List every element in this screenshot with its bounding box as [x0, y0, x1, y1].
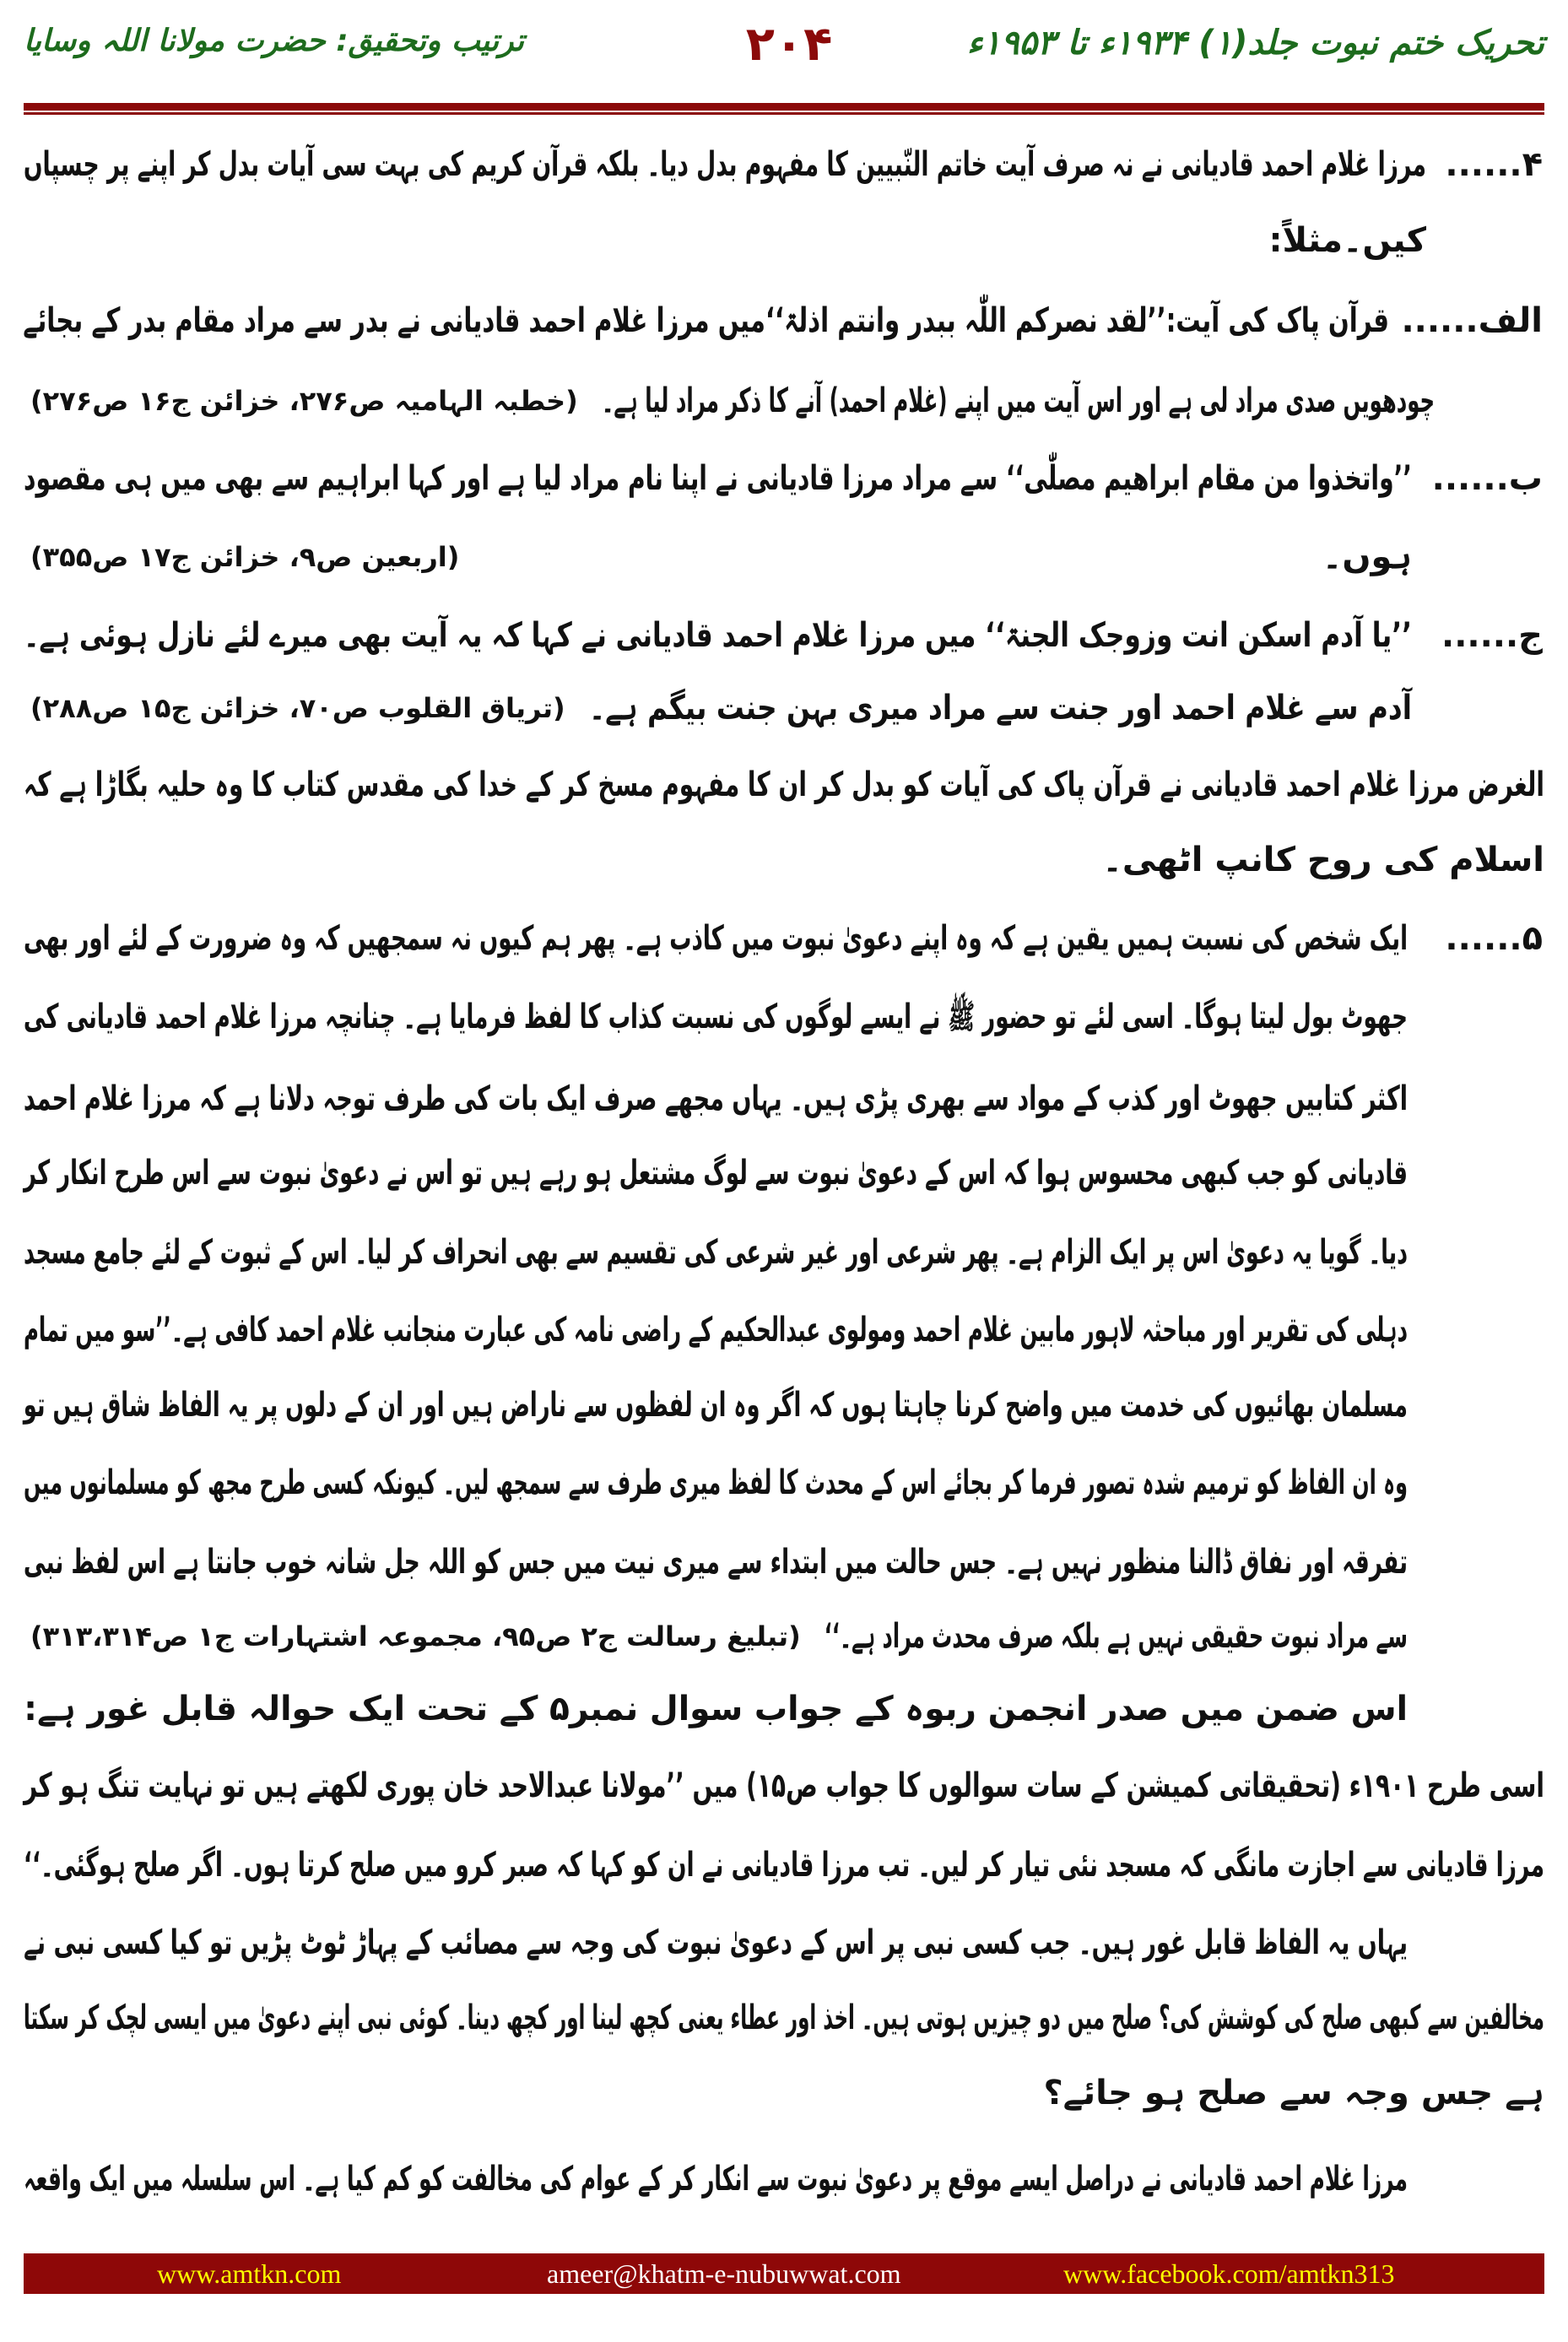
text-line: وہ ان الفاظ کو ترمیم شدہ تصور فرما کر بجائے اس کے محدث کا لفظ میری طرف سے سمجھ لیں۔ کیونکہ کسی طرح مجھ کو مسلمانوں میں — [24, 1463, 1408, 1502]
footer-band — [24, 2253, 1544, 2294]
text-line: مرزا غلام احمد قادیانی نے دراصل ایسے موقع پر دعویٰ نبوت سے انکار کر کے عوام کی مخالفت کو کم کیا ہے۔ اس سلسلہ میں ایک واقعہ — [24, 2160, 1408, 2199]
text-line: ہے جس وجہ سے صلح ہو جائے؟ — [1043, 2074, 1544, 2112]
text-line: قرآن پاک کی آیت:’’لقد نصرکم اللّٰہ ببدر وانتم اذلۃ‘‘میں مرزا غلام احمد قادیانی نے بدر سے مراد مقام بدر کے بجائے — [23, 301, 1390, 340]
text-line: دیا۔ گویا یہ دعویٰ اس پر ایک الزام ہے۔ پھر شرعی اور غیر شرعی کی تقسیم سے بھی انحراف کر لیا۔ اس کے ثبوت کے لئے جامع مسجد — [24, 1233, 1408, 1272]
text-line: ’’واتخذوا من مقام ابراھیم مصلّٰی‘‘ سے مراد مرزا قادیانی نے اپنا نام مراد لیا ہے اور کہا ابراہیم سے بھی میں ہی مقصود — [24, 459, 1412, 498]
text-line: آدم سے غلام احمد اور جنت سے مراد میری بہن جنت بیگم ہے۔ — [588, 689, 1412, 727]
text-line: مرزا قادیانی سے اجازت مانگی کہ مسجد نئی تیار کر لیں۔ تب مرزا قادیانی نے ان کو کہا کہ صبر کرو میں صلح کرتا ہوں۔ اگر صلح ہوگئی۔‘‘ — [23, 1846, 1544, 1885]
website-link[interactable]: www.amtkn.com — [157, 2258, 342, 2289]
text-line: سے مراد نبوت حقیقی نہیں ہے بلکہ صرف محدث مراد ہے۔‘‘ — [824, 1617, 1408, 1656]
citation: (تریاق القلوب ص۷۰، خزائن ج۱۵ ص۲۸۸) — [30, 692, 565, 724]
compiler-credit: ترتیب وتحقیق: حضرت مولانا اللہ وسایا — [24, 24, 525, 58]
item-marker: ب...... — [1431, 459, 1543, 498]
item-marker: ج...... — [1441, 616, 1543, 655]
item-marker: ۴...... — [1445, 145, 1543, 184]
item-marker: الف...... — [1401, 301, 1543, 340]
text-line: دہلی کی تقریر اور مباحثہ لاہور مابین غلام احمد ومولوی عبدالحکیم کے راضی نامہ کی عبارت منجانب غلام احمد کافی ہے۔’’سو میں تمام — [23, 1311, 1408, 1349]
page-number: ۲۰۴ — [745, 17, 833, 72]
citation: (تبلیغ رسالت ج۲ ص۹۵، مجموعہ اشتہارات ج۱ ص۳۱۳،۳۱۴) — [30, 1620, 801, 1652]
text-line: ’’یا آدم اسکن انت وزوجک الجنۃ‘‘ میں مرزا غلام احمد قادیانی نے کہا کہ یہ آیت بھی میرے لئے نازل ہوئی ہے۔ — [24, 616, 1413, 655]
email-link[interactable]: ameer@khatm-e-nubuwwat.com — [547, 2258, 901, 2289]
header-rule-thick — [24, 103, 1544, 111]
citation: (خطبہ الہامیہ ص۲۷۶، خزائن ج۱۶ ص۲۷۶) — [30, 385, 578, 417]
text-line: چودھویں صدی مراد لی ہے اور اس آیت میں اپنے (غلام احمد) آنے کا ذکر مراد لیا ہے۔ — [601, 381, 1435, 420]
facebook-link[interactable]: www.facebook.com/amtkn313 — [1063, 2258, 1395, 2289]
text-line: مخالفین سے کبھی صلح کی کوشش کی؟ صلح میں دو چیزیں ہوتی ہیں۔ اخذ اور عطاء یعنی کچھ لینا اور کچھ دینا۔ کوئی نبی اپنے دعویٰ میں ایسی لچک کر سکتا — [23, 1999, 1544, 2037]
book-title: تحریک ختم نبوت جلد(۱) ۱۹۳۴ء تا ۱۹۵۳ء — [966, 24, 1544, 62]
text-line: اسلام کی روح کانپ اٹھی۔ — [1102, 841, 1544, 879]
item-marker: ۵...... — [1445, 919, 1543, 958]
text-line: یہاں یہ الفاظ قابل غور ہیں۔ جب کسی نبی پر اس کے دعویٰ نبوت کی وجہ سے مصائب کے پہاڑ ٹوٹ پڑیں تو کیا کسی نبی نے — [24, 1923, 1408, 1962]
text-line: قادیانی کو جب کبھی محسوس ہوا کہ اس کے دعویٰ نبوت سے لوگ مشتعل ہو رہے ہیں تو اس نے دعویٰ نبوت سے اس طرح انکار کر — [24, 1154, 1408, 1193]
text-line: الغرض مرزا غلام احمد قادیانی نے قرآن پاک کی آیات کو بدل کر ان کا مفہوم مسخ کر کے خدا کی مقدس کتاب کا وہ حلیہ بگاڑا ہے کہ — [23, 765, 1544, 804]
citation: (اربعین ص۹، خزائن ج۱۷ ص۳۵۵) — [30, 541, 460, 573]
text-line: ایک شخص کی نسبت ہمیں یقین ہے کہ وہ اپنے دعویٰ نبوت میں کاذب ہے۔ پھر ہم کیوں نہ سمجھیں کہ وہ ضرورت کے لئے اور بھی — [23, 919, 1408, 958]
text-line: جھوٹ بول لیتا ہوگا۔ اسی لئے تو حضور ﷺ نے ایسے لوگوں کی نسبت کذاب کا لفظ فرمایا ہے۔ چنانچہ مرزا غلام احمد قادیانی کی — [23, 998, 1408, 1036]
text-line: تفرقہ اور نفاق ڈالنا منظور نہیں ہے۔ جس حالت میں ابتداء سے میری نیت میں جس کو اللہ جل شانہ خوب جانتا ہے اس لفظ نبی — [23, 1543, 1408, 1582]
text-line: مسلمان بھائیوں کی خدمت میں واضح کرنا چاہتا ہوں کہ اگر وہ ان لفظوں سے ناراض ہیں اور ان کے دلوں پر یہ الفاظ شاق ہیں تو — [23, 1386, 1408, 1425]
text-line: کیں۔مثلاً: — [1268, 221, 1426, 260]
text-line: ہوں۔ — [1322, 538, 1412, 576]
text-line: اس ضمن میں صدر انجمن ربوہ کے جواب سوال نمبر۵ کے تحت ایک حوالہ قابل غور ہے: — [24, 1690, 1408, 1728]
text-line: اسی طرح ۱۹۰۱ء (تحقیقاتی کمیشن کے سات سوالوں کا جواب ص۱۵) میں ’’مولانا عبدالاحد خان پوری لکھتے ہیں تو نہایت تنگ ہو کر — [23, 1766, 1544, 1805]
header-rule-thin — [24, 112, 1544, 115]
text-line: مرزا غلام احمد قادیانی نے نہ صرف آیت خاتم النّبیین کا مفہوم بدل دیا۔ بلکہ قرآن کریم کی بہت سی آیات بدل کر اپنے پر چسپاں — [23, 145, 1426, 184]
text-line: اکثر کتابیں جھوٹ اور کذب کے مواد سے بھری پڑی ہیں۔ یہاں مجھے صرف ایک بات کی طرف توجہ دلانا ہے کہ مرزا غلام احمد — [23, 1079, 1408, 1118]
